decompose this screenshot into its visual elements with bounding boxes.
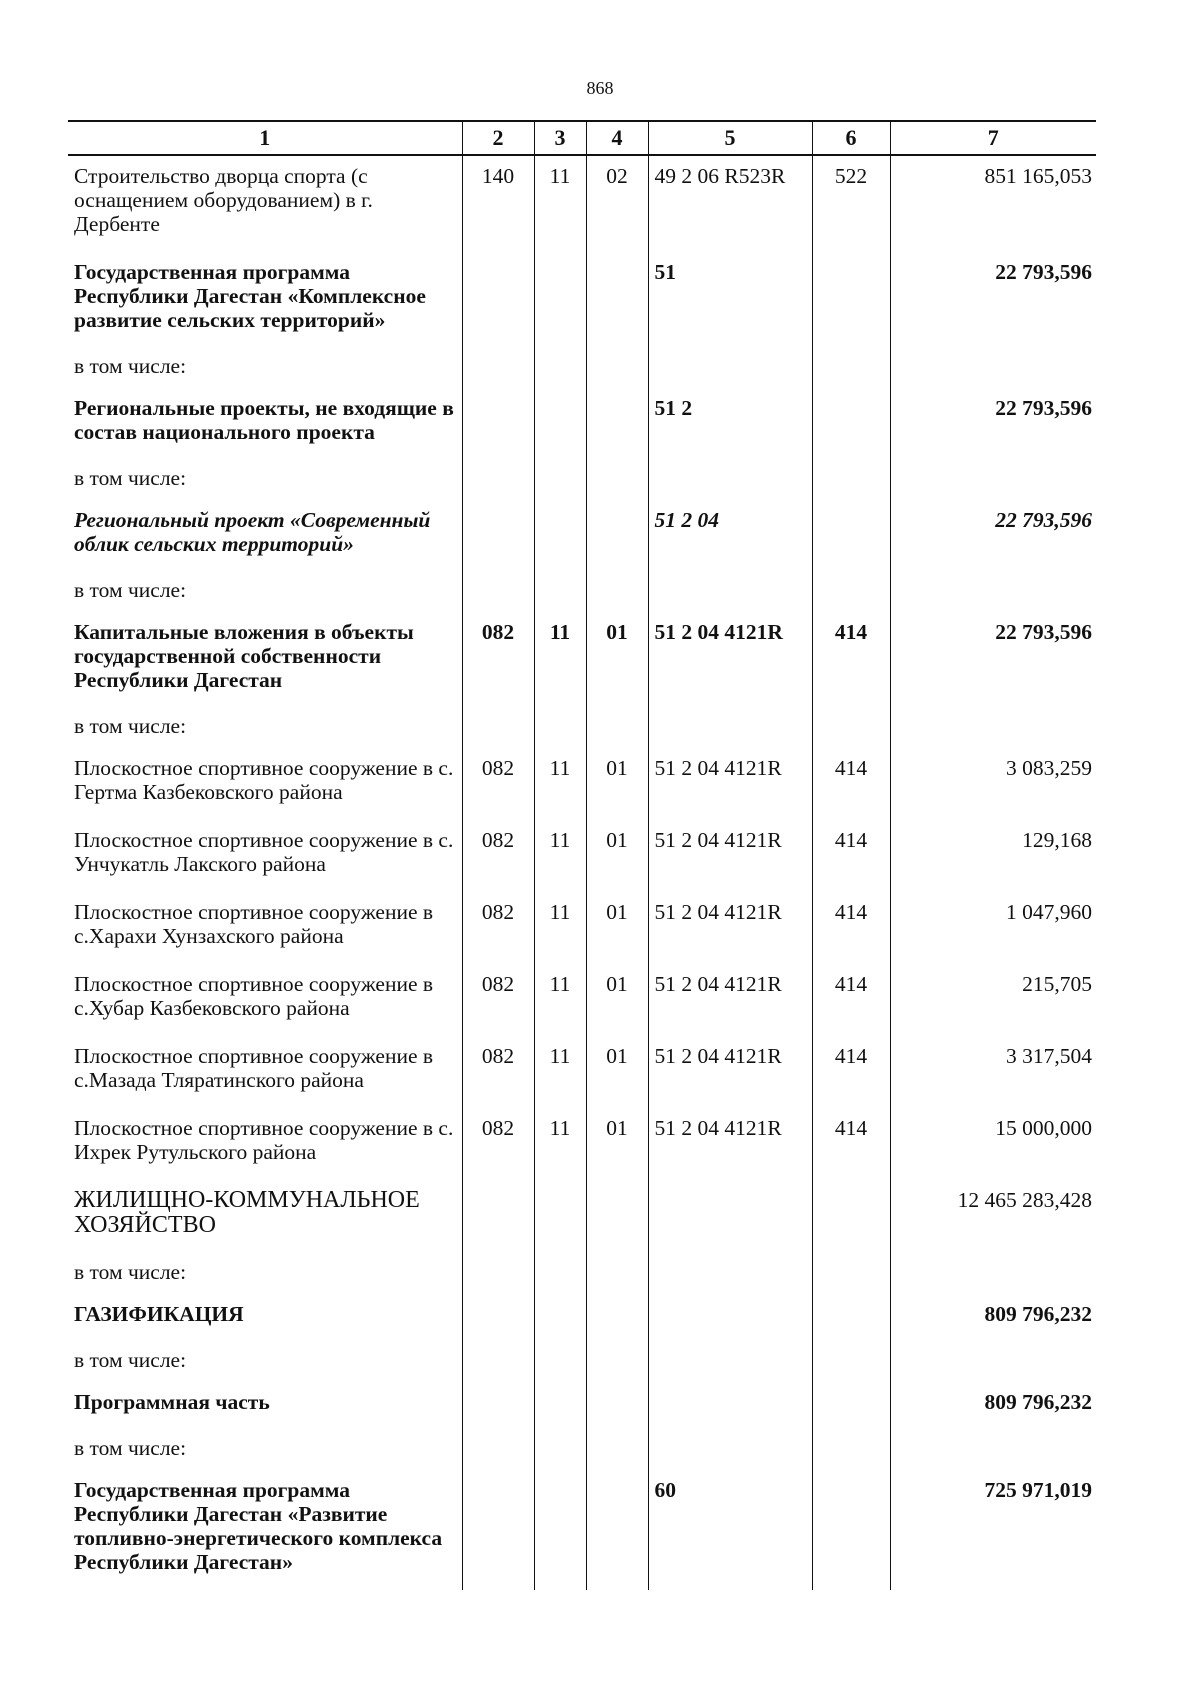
cell-subsection-code: 01 [586,612,648,708]
cell-item-name: в том числе: [74,714,187,738]
cell-section-code [534,708,586,748]
cell-target-article [648,1294,812,1342]
cell-subsection-code [586,708,648,748]
cell-target-article: 51 2 [648,388,812,460]
cell-expense-type: 522 [812,155,890,252]
cell-section-code [534,572,586,612]
cell-item-name: ГАЗИФИКАЦИЯ [74,1302,244,1326]
cell-subsection-code: 01 [586,1108,648,1180]
cell-item-name: Региональные проекты, не входящие в состав национального проекта [74,396,454,444]
cell-ministry-code: 082 [462,1036,534,1108]
table-row [68,252,1096,348]
cell-amount: 1 047,960 [890,892,1096,964]
cell-ministry-code [462,252,534,348]
table-row [68,708,1096,748]
cell-target-article: 60 [648,1470,812,1590]
cell-amount: 3 317,504 [890,1036,1096,1108]
cell-amount: 129,168 [890,820,1096,892]
table-row [68,155,1096,252]
cell-expense-type [812,1342,890,1382]
header-row [68,121,1096,155]
cell-section-code [534,460,586,500]
cell-item-name: в том числе: [74,466,187,490]
cell-expense-type: 414 [812,964,890,1036]
table-row [68,612,1096,708]
cell-expense-type [812,388,890,460]
cell-expense-type [812,1180,890,1254]
cell-expense-type [812,1470,890,1590]
cell-item-name: в том числе: [74,578,187,602]
cell-item-name: Плоскостное спортивное сооружение в с.Мазада Тляратинского района [74,1044,434,1092]
cell-expense-type [812,708,890,748]
cell-section-code [534,1342,586,1382]
cell-amount [890,460,1096,500]
cell-subsection-code [586,1254,648,1294]
cell-amount [890,572,1096,612]
cell-target-article [648,708,812,748]
cell-item-name: Плоскостное спортивное сооружение в с.Хубар Казбековского района [74,972,434,1020]
cell-item-name: в том числе: [74,1436,187,1460]
cell-amount [890,1342,1096,1382]
cell-subsection-code [586,1342,648,1382]
cell-amount: 3 083,259 [890,748,1096,820]
table-row [68,1470,1096,1590]
cell-amount: 22 793,596 [890,500,1096,572]
cell-ministry-code [462,1180,534,1254]
cell-ministry-code: 082 [462,892,534,964]
cell-ministry-code [462,1382,534,1430]
cell-section-code [534,1254,586,1294]
cell-subsection-code [586,1430,648,1470]
table-row [68,348,1096,388]
cell-target-article: 51 2 04 4121R [648,892,812,964]
cell-target-article [648,348,812,388]
table-body [68,155,1096,1590]
cell-section-code: 11 [534,612,586,708]
table-row [68,748,1096,820]
cell-target-article [648,460,812,500]
cell-target-article [648,1342,812,1382]
cell-item-name: Плоскостное спортивное сооружение в с.Харахи Хунзахского района [74,900,434,948]
cell-target-article [648,1430,812,1470]
cell-item-name: ЖИЛИЩНО-КОММУНАЛЬНОЕ ХОЗЯЙСТВО [74,1187,420,1238]
header-col-6: 6 [812,121,890,155]
cell-expense-type [812,252,890,348]
table-row [68,1254,1096,1294]
cell-section-code [534,500,586,572]
cell-amount: 809 796,232 [890,1382,1096,1430]
cell-ministry-code: 082 [462,1108,534,1180]
cell-ministry-code [462,1342,534,1382]
cell-ministry-code [462,708,534,748]
cell-section-code: 11 [534,820,586,892]
cell-target-article: 51 2 04 4121R [648,612,812,708]
header-col-2: 2 [462,121,534,155]
cell-target-article: 51 2 04 4121R [648,964,812,1036]
page-number: 868 [586,78,614,98]
cell-section-code: 11 [534,748,586,820]
cell-item-name: в том числе: [74,1260,187,1284]
cell-amount [890,348,1096,388]
cell-section-code [534,1470,586,1590]
header-col-5: 5 [648,121,812,155]
cell-subsection-code [586,388,648,460]
cell-ministry-code [462,1254,534,1294]
cell-section-code: 11 [534,155,586,252]
cell-section-code: 11 [534,892,586,964]
cell-section-code: 11 [534,1036,586,1108]
table-row [68,572,1096,612]
cell-section-code: 11 [534,964,586,1036]
table-row [68,1342,1096,1382]
cell-section-code [534,252,586,348]
cell-amount: 215,705 [890,964,1096,1036]
cell-target-article: 51 2 04 4121R [648,748,812,820]
cell-section-code [534,1382,586,1430]
cell-amount: 851 165,053 [890,155,1096,252]
cell-subsection-code: 01 [586,820,648,892]
cell-ministry-code: 082 [462,964,534,1036]
cell-amount: 22 793,596 [890,612,1096,708]
cell-amount: 725 971,019 [890,1470,1096,1590]
cell-subsection-code [586,1382,648,1430]
header-col-4: 4 [586,121,648,155]
cell-item-name: Государственная программа Республики Дагестан «Развитие топливно-энергетического комплекса Республики Дагестан» [74,1478,443,1574]
cell-subsection-code [586,1470,648,1590]
cell-subsection-code [586,1180,648,1254]
cell-section-code [534,388,586,460]
header-col-7: 7 [890,121,1096,155]
cell-item-name: Государственная программа Республики Дагестан «Комплексное развитие сельских территорий» [74,260,426,332]
cell-expense-type: 414 [812,1036,890,1108]
header-col-1: 1 [68,121,462,155]
cell-ministry-code [462,1430,534,1470]
cell-ministry-code: 082 [462,612,534,708]
cell-target-article [648,1180,812,1254]
cell-target-article: 51 [648,252,812,348]
cell-amount: 809 796,232 [890,1294,1096,1342]
cell-target-article: 51 2 04 4121R [648,1036,812,1108]
cell-expense-type [812,572,890,612]
cell-target-article: 51 2 04 4121R [648,1108,812,1180]
cell-expense-type: 414 [812,1108,890,1180]
cell-expense-type: 414 [812,748,890,820]
cell-subsection-code: 01 [586,964,648,1036]
cell-item-name: Плоскостное спортивное сооружение в с. Ихрек Рутульского района [74,1116,454,1164]
cell-item-name: в том числе: [74,1348,187,1372]
cell-subsection-code [586,252,648,348]
cell-expense-type [812,1254,890,1294]
cell-expense-type [812,1294,890,1342]
cell-expense-type [812,500,890,572]
cell-subsection-code [586,500,648,572]
cell-expense-type: 414 [812,612,890,708]
cell-amount: 12 465 283,428 [890,1180,1096,1254]
cell-item-name: Капитальные вложения в объекты государственной собственности Республики Дагестан [74,620,414,692]
table-row [68,892,1096,964]
cell-item-name: Региональный проект «Современный облик сельских территорий» [74,508,431,556]
budget-table [68,120,1096,1590]
cell-expense-type [812,460,890,500]
cell-ministry-code [462,388,534,460]
cell-ministry-code [462,348,534,388]
cell-item-name: Плоскостное спортивное сооружение в с. Унчукатль Лакского района [74,828,454,876]
cell-item-name: Программная часть [74,1390,270,1414]
cell-amount [890,1254,1096,1294]
table-row [68,820,1096,892]
cell-subsection-code: 01 [586,892,648,964]
cell-subsection-code: 01 [586,1036,648,1108]
cell-ministry-code [462,572,534,612]
table-row [68,460,1096,500]
table-row [68,1294,1096,1342]
cell-expense-type [812,1382,890,1430]
table-row [68,1036,1096,1108]
cell-section-code [534,1430,586,1470]
table-row [68,1430,1096,1470]
cell-amount [890,708,1096,748]
cell-target-article: 51 2 04 [648,500,812,572]
cell-ministry-code [462,1294,534,1342]
cell-subsection-code [586,572,648,612]
cell-subsection-code [586,1294,648,1342]
cell-target-article [648,1254,812,1294]
cell-expense-type [812,1430,890,1470]
cell-subsection-code [586,460,648,500]
cell-ministry-code [462,460,534,500]
cell-section-code [534,1180,586,1254]
cell-target-article: 49 2 06 R523R [648,155,812,252]
cell-ministry-code: 082 [462,748,534,820]
cell-section-code [534,348,586,388]
table-row [68,500,1096,572]
table-row [68,1382,1096,1430]
cell-subsection-code [586,348,648,388]
cell-amount: 22 793,596 [890,388,1096,460]
table-row [68,1180,1096,1254]
cell-ministry-code [462,1470,534,1590]
cell-item-name: Строительство дворца спорта (с оснащением оборудованием) в г. Дербенте [74,164,373,236]
table-row [68,964,1096,1036]
cell-ministry-code [462,500,534,572]
cell-section-code: 11 [534,1108,586,1180]
cell-expense-type [812,348,890,388]
cell-target-article [648,1382,812,1430]
cell-subsection-code: 02 [586,155,648,252]
cell-section-code [534,1294,586,1342]
cell-ministry-code: 082 [462,820,534,892]
header-col-3: 3 [534,121,586,155]
cell-amount: 22 793,596 [890,252,1096,348]
cell-amount [890,1430,1096,1470]
cell-target-article: 51 2 04 4121R [648,820,812,892]
cell-expense-type: 414 [812,820,890,892]
cell-item-name: в том числе: [74,354,187,378]
cell-amount: 15 000,000 [890,1108,1096,1180]
cell-subsection-code: 01 [586,748,648,820]
cell-target-article [648,572,812,612]
table-row [68,388,1096,460]
table-row [68,1108,1096,1180]
cell-ministry-code: 140 [462,155,534,252]
cell-expense-type: 414 [812,892,890,964]
cell-item-name: Плоскостное спортивное сооружение в с. Гертма Казбековского района [74,756,454,804]
